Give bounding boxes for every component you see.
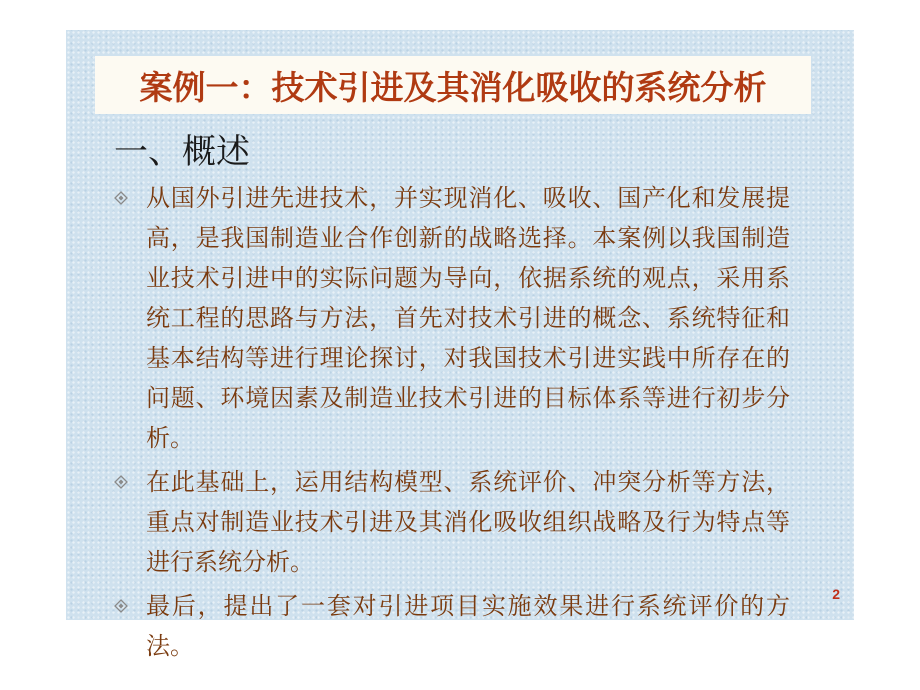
section-heading: 一、概述	[114, 132, 250, 172]
bullet-text: 最后，提出了一套对引进项目实施效果进行系统评价的方法。	[146, 592, 790, 660]
bullet-item	[110, 462, 790, 582]
page-number: 2	[832, 586, 840, 602]
bullet-list	[110, 178, 790, 670]
diamond-bullet-icon	[110, 178, 146, 218]
slide-title: 案例一：技术引进及其消化吸收的系统分析	[139, 67, 767, 107]
diamond-bullet-icon	[110, 462, 146, 502]
bullet-item	[110, 178, 790, 458]
bullet-text: 从国外引进先进技术，并实现消化、吸收、国产化和发展提高，是我国制造业合作创新的战略选择。本案例以我国制造业技术引进中的实际问题为导向，依据系统的观点，采用系统工程的思路与方法，首先对技术引进的概念、系统特征和基本结构等进行理论探讨，对我国技术引进实践中所存在的问题、环境因素及制造业技术引进的目标体系等进行初步分析。	[146, 184, 790, 452]
diamond-bullet-icon	[110, 586, 146, 626]
bullet-item	[110, 586, 790, 666]
bullet-text: 在此基础上，运用结构模型、系统评价、冲突分析等方法，重点对制造业技术引进及其消化吸收组织战略及行为特点等进行系统分析。	[146, 468, 790, 576]
title-bar	[95, 56, 811, 114]
slide	[66, 30, 854, 660]
